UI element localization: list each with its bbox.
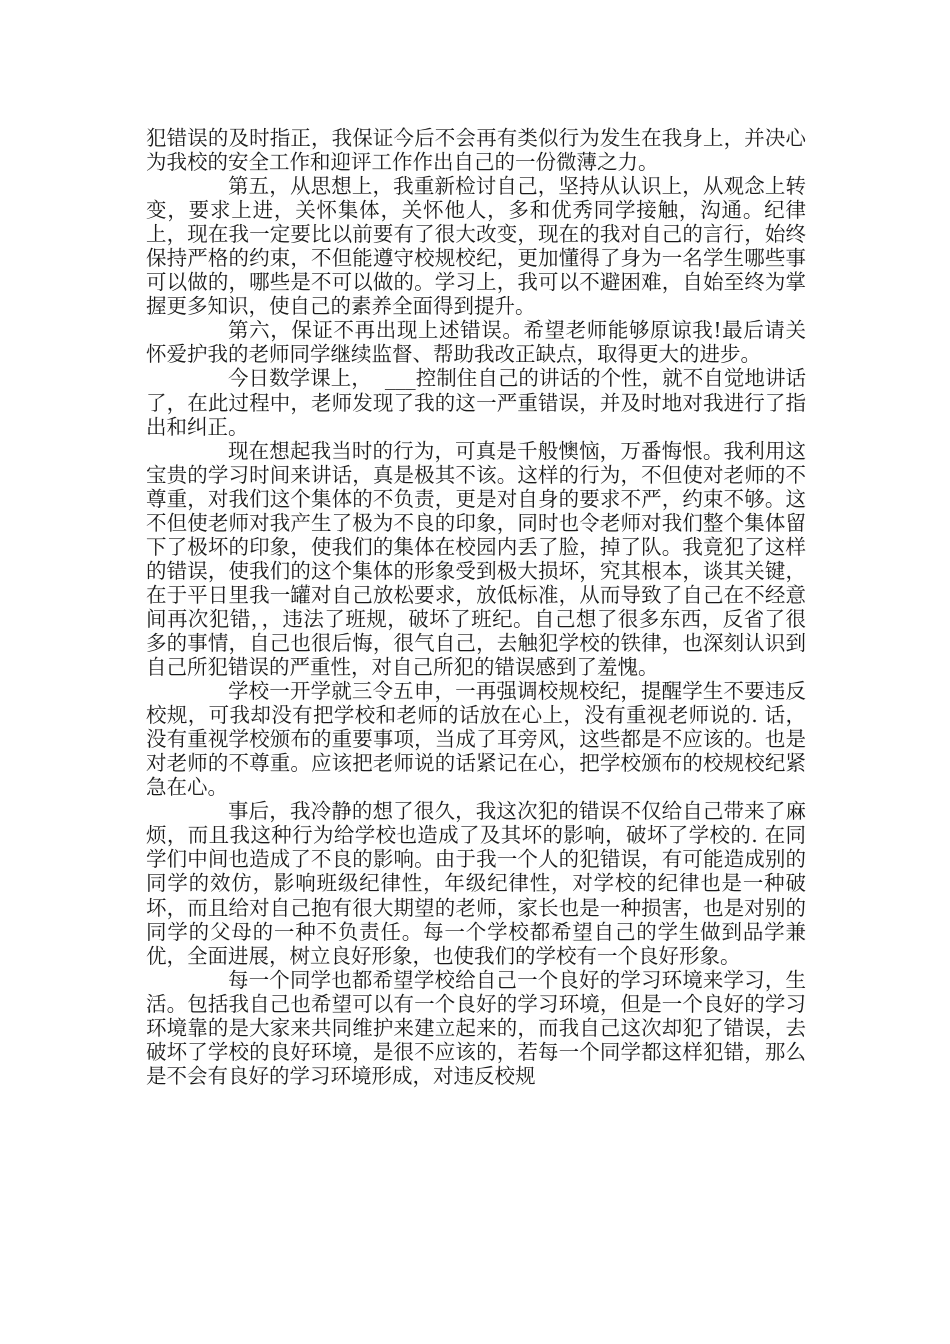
paragraph-7: 事后，我冷静的想了很久，我这次犯的错误不仅给自己带来了麻烦，而且我这种行为给学校也造成了及其坏的影响，破坏了学校的. 在同学们中间也造成了不良的影响。由于我一个人的犯错误，有可能造成别的同学的效仿，影响班级纪律性，年级纪律性，对学校的纪律也是一种破坏，而且给对自己抱有很大期望的老师，家长也是一种损害，也是对别的同学的父母的一种不负责任。每一个学校都希望自己的学生做到品学兼优，全面进展，树立良好形象，也使我们的学校有一个良好形象。 bbox=[146, 799, 806, 968]
paragraph-5: 现在想起我当时的行为，可真是千般懊恼，万番悔恨。我利用这宝贵的学习时间来讲话，真是极其不该。这样的行为，不但使对老师的不尊重，对我们这个集体的不负责，更是对自身的要求不严，约束不够。这不但使老师对我产生了极为不良的印象，同时也令老师对我们整个集体留下了极坏的印象，使我们的集体在校园内丢了脸，掉了队。我竟犯了这样的错误，使我们的这个集体的形象受到极大损坏，究其根本，谈其关键，在于平日里我一罐对自己放松要求，放低标准，从而导致了自己在不经意间再次犯错，，违法了班规，破坏了班纪。自己想了很多东西，反省了很多的事情，自己也很后悔，很气自己，去触犯学校的铁律，也深刻认识到自己所犯错误的严重性，对自己所犯的错误感到了羞愧。 bbox=[146, 438, 806, 680]
paragraph-2: 第五，从思想上，我重新检讨自己，坚持从认识上，从观念上转变，要求上进，关怀集体，关怀他人，多和优秀同学接触，沟通。纪律上，现在我一定要比以前要有了很大改变，现在的我对自己的言行，始终保持严格的约束，不但能遵守校规校纪，更加懂得了身为一名学生哪些事可以做的，哪些是不可以做的。学习上，我可以不避困难，自始至终为掌握更多知识，使自己的素养全面得到提升。 bbox=[146, 174, 806, 319]
paragraph-1: 犯错误的及时指正，我保证今后不会再有类似行为发生在我身上，并决心为我校的安全工作和迎评工作作出自己的一份微薄之力。 bbox=[146, 126, 806, 175]
paragraph-3: 第六，保证不再出现上述错误。希望老师能够原谅我!最后请关怀爱护我的老师同学继续监督、帮助我改正缺点，取得更大的进步。 bbox=[146, 318, 806, 367]
paragraph-4: 今日数学课上， ___控制住自己的讲话的个性，就不自觉地讲话了，在此过程中，老师发现了我的这一严重错误，并及时地对我进行了指出和纠正。 bbox=[146, 366, 806, 439]
paragraph-8: 每一个同学也都希望学校给自己一个良好的学习环境来学习，生活。包括我自己也希望可以有一个良好的学习环境，但是一个良好的学习环境靠的是大家来共同维护来建立起来的，而我自己这次却犯了错误，去破坏了学校的良好环境，是很不应该的，若每一个同学都这样犯错，那么是不会有良好的学习环境形成，对违反校规 bbox=[146, 967, 806, 1088]
paragraph-6: 学校一开学就三令五申，一再强调校规校纪，提醒学生不要违反校规，可我却没有把学校和老师的话放在心上，没有重视老师说的. 话，没有重视学校颁布的重要事项，当成了耳旁风，这些都是不应该的。也是对老师的不尊重。应该把老师说的话紧记在心，把学校颁布的校规校纪紧急在心。 bbox=[146, 679, 806, 800]
document-page bbox=[146, 126, 806, 1088]
